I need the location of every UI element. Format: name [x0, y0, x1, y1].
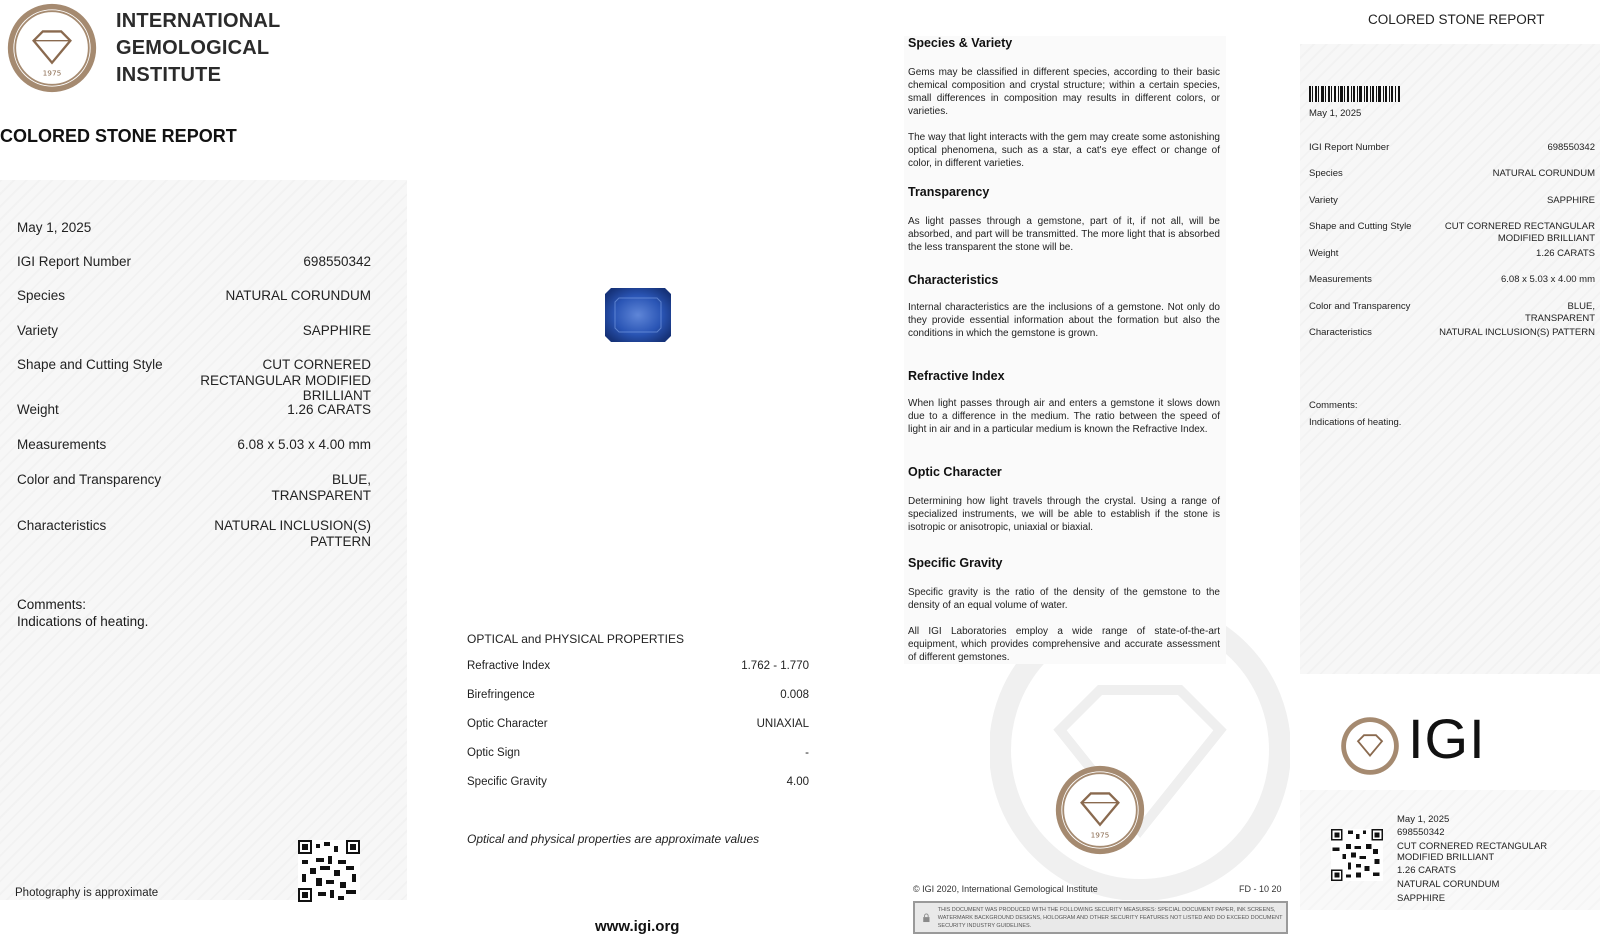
website-link[interactable]: www.igi.org: [595, 918, 680, 935]
mini-detail-row: [1309, 221, 1595, 244]
optical-value: -: [805, 747, 809, 759]
mini-detail-label: Color and Transparency: [1309, 301, 1411, 312]
mini-detail-value: NATURAL CORUNDUM: [1492, 168, 1595, 179]
detail-value-line: NATURAL INCLUSION(S): [214, 518, 371, 533]
seal-year: 1975: [1090, 830, 1110, 840]
brand-line-1: INTERNATIONAL: [116, 10, 281, 32]
detail-row: [17, 437, 371, 453]
mini-detail-value: NATURAL INCLUSION(S) PATTERN: [1439, 327, 1595, 338]
detail-value-line: BLUE,: [331, 472, 371, 487]
section-paragraph: Specific gravity is the ratio of the density of the gemstone to the density of an equal volume of water.: [908, 587, 1220, 611]
watermark-panel-right: [1300, 44, 1600, 674]
section-paragraph: Internal characteristics are the inclusions of a gemstone. Not only do they provide essential information about the formation but also the conditions in which the gemstone is grown.: [908, 302, 1220, 339]
form-code: FD - 10 20: [1239, 884, 1282, 894]
detail-row: [17, 254, 371, 270]
mini-detail-label: Weight: [1309, 248, 1339, 259]
detail-value: NATURAL CORUNDUM: [225, 288, 371, 303]
detail-value: [214, 518, 371, 549]
detail-value-line: TRANSPARENT: [271, 487, 371, 503]
summary-line: 698550342: [1397, 827, 1445, 838]
mini-detail-label: Characteristics: [1309, 327, 1372, 338]
brand-line-2: GEMOLOGICAL: [116, 37, 270, 59]
detail-label: Weight: [17, 402, 59, 417]
mini-detail-value: SAPPHIRE: [1546, 195, 1595, 206]
detail-row: [17, 357, 371, 404]
mini-detail-row: [1309, 274, 1595, 286]
summary-line: May 1, 2025: [1397, 814, 1450, 825]
summary-line: CUT CORNERED RECTANGULAR: [1397, 841, 1548, 852]
mini-detail-value: 1.26 CARATS: [1536, 248, 1595, 259]
mini-detail-row: [1309, 195, 1595, 207]
mini-comments-text: Indications of heating.: [1309, 417, 1402, 428]
mini-detail-label: IGI Report Number: [1309, 142, 1390, 153]
detail-value: [200, 357, 371, 404]
detail-label: Species: [17, 288, 66, 303]
mini-detail-row: [1309, 168, 1595, 180]
brand-name: [116, 8, 280, 89]
optical-label: Refractive Index: [467, 660, 551, 672]
section-heading: Transparency: [908, 185, 990, 199]
mini-detail-row: [1309, 301, 1595, 324]
detail-row: [17, 288, 371, 304]
section-paragraph: When light passes through air and enters a gemstone it slows down due to a difference in the medium. The ratio between the speed of light in air and in a particular medium is known the Refractive Index.: [908, 398, 1220, 435]
section-paragraph: All IGI Laboratories employ a wide range of state-of-the-art equipment, which provides comprehensive and accurate assessment of different gemstones.: [908, 626, 1220, 663]
optical-row: [467, 747, 809, 759]
optical-note: Optical and physical properties are approximate values: [467, 832, 760, 846]
seal-year: 1975: [42, 68, 62, 78]
optical-label: Specific Gravity: [467, 776, 547, 788]
mini-detail-value-line: BLUE,: [1567, 301, 1595, 312]
detail-value: [271, 472, 371, 503]
detail-label: Measurements: [17, 437, 107, 452]
detail-value: 1.26 CARATS: [287, 402, 371, 417]
summary-line: SAPPHIRE: [1397, 893, 1446, 904]
qr-code-icon: [298, 840, 360, 902]
detail-value-line: PATTERN: [309, 533, 371, 549]
optical-label: Birefringence: [467, 689, 535, 701]
copyright: © IGI 2020, International Gemological Institute: [913, 884, 1098, 894]
report-date-row: [17, 220, 371, 235]
summary-line: NATURAL CORUNDUM: [1397, 879, 1500, 890]
optical-value: 1.762 - 1.770: [741, 660, 809, 672]
mini-detail-row: [1309, 327, 1595, 339]
mini-detail-value: [1445, 221, 1595, 244]
mini-report-title: COLORED STONE REPORT: [1368, 12, 1545, 27]
detail-value: 698550342: [303, 254, 371, 269]
optical-row: [467, 718, 809, 730]
section-heading: Optic Character: [908, 465, 1002, 479]
detail-label: IGI Report Number: [17, 254, 132, 269]
detail-row: [17, 472, 371, 503]
mini-detail-label: Variety: [1309, 195, 1338, 206]
optical-title: OPTICAL and PHYSICAL PROPERTIES: [467, 632, 684, 646]
optical-value: 0.008: [780, 689, 809, 701]
optical-value: UNIAXIAL: [756, 718, 809, 730]
detail-value: SAPPHIRE: [302, 323, 371, 338]
summary-line: MODIFIED BRILLIANT: [1397, 852, 1495, 863]
detail-label: Shape and Cutting Style: [17, 357, 163, 372]
mini-detail-value-line: MODIFIED BRILLIANT: [1497, 232, 1595, 244]
barcode-icon: [1309, 86, 1401, 102]
security-text: THIS DOCUMENT WAS PRODUCED WITH THE FOLLOWING SECURITY MEASURES: SPECIAL DOCUMENT PAPER, INK SCREENS, WATERMARK BACKGROUND DESIGNS, HOLOGRAM AND OTHER SECURITY FEATURES NOT LISTED AND DO EXCEED DOCUMENT SECURITY INDUSTRY GUIDELINES.: [937, 906, 1283, 929]
igi-logo-text: IGI: [1408, 707, 1486, 770]
detail-value-line: CUT CORNERED: [262, 357, 371, 372]
mini-detail-value: [1525, 301, 1595, 324]
lock-icon: [921, 906, 932, 930]
mini-detail-row: [1309, 248, 1595, 260]
igi-seal-icon: [1054, 764, 1146, 856]
report-date: May 1, 2025: [17, 220, 92, 235]
detail-value-line: BRILLIANT: [302, 388, 371, 403]
detail-label: Color and Transparency: [17, 472, 162, 487]
mini-detail-value: 698550342: [1547, 142, 1595, 153]
mini-report-date: May 1, 2025: [1309, 108, 1362, 119]
brand-line-3: INSTITUTE: [116, 64, 222, 86]
qr-code-icon: [1331, 829, 1383, 881]
section-paragraph: The way that light interacts with the gem may create some astonishing optical phenomena, such as a star, a cat's eye effect or change of color, in different varieties.: [908, 132, 1220, 169]
detail-row: [17, 518, 371, 549]
detail-row: [17, 323, 371, 339]
mini-detail-label: Shape and Cutting Style: [1309, 221, 1412, 232]
mini-detail-row: [1309, 142, 1595, 154]
detail-row: [17, 402, 371, 418]
comments-text: Indications of heating.: [17, 614, 149, 629]
detail-value-line: RECTANGULAR MODIFIED: [200, 372, 371, 388]
mini-detail-value-line: CUT CORNERED RECTANGULAR: [1444, 221, 1595, 232]
optical-row: [467, 689, 809, 701]
mini-comments-label: Comments:: [1309, 400, 1358, 411]
mini-detail-value-line: TRANSPARENT: [1524, 312, 1595, 324]
comments-label: Comments:: [17, 597, 87, 612]
optical-row: [467, 776, 809, 788]
section-heading: Refractive Index: [908, 369, 1005, 383]
optical-row: [467, 660, 809, 672]
optical-value: 4.00: [786, 776, 809, 788]
gemstone-image: [605, 288, 671, 342]
report-title: COLORED STONE REPORT: [0, 126, 237, 146]
detail-label: Variety: [17, 323, 59, 338]
section-paragraph: Determining how light travels through the crystal. Using a range of specialized instruments, we will be able to establish if the stone is isotropic or anisotropic, uniaxial or biaxial.: [908, 496, 1220, 533]
mini-detail-value: 6.08 x 5.03 x 4.00 mm: [1501, 274, 1595, 285]
section-paragraph: As light passes through a gemstone, part of it, if not all, will be absorbed, and part will be transmitted. The more light that is absorbed the less transparent the stone will be.: [908, 216, 1220, 253]
detail-label: Characteristics: [17, 518, 107, 533]
detail-value: 6.08 x 5.03 x 4.00 mm: [237, 437, 371, 452]
section-heading: Characteristics: [908, 273, 999, 287]
mini-detail-label: Measurements: [1309, 274, 1372, 285]
security-strip: [913, 901, 1288, 934]
summary-line: 1.26 CARATS: [1397, 865, 1456, 876]
igi-seal-icon: [1340, 716, 1400, 776]
optical-label: Optic Character: [467, 718, 548, 730]
section-heading: Specific Gravity: [908, 556, 1003, 570]
section-heading: Species & Variety: [908, 36, 1013, 50]
optical-label: Optic Sign: [467, 747, 521, 759]
photo-note: Photography is approximate: [15, 887, 159, 899]
section-paragraph: Gems may be classified in different species, according to their basic chemical composition and crystal structure; within a certain species, small differences in composition may results in different colors, or varieties.: [908, 67, 1220, 117]
mini-detail-label: Species: [1309, 168, 1343, 179]
igi-seal-icon: [6, 2, 98, 94]
